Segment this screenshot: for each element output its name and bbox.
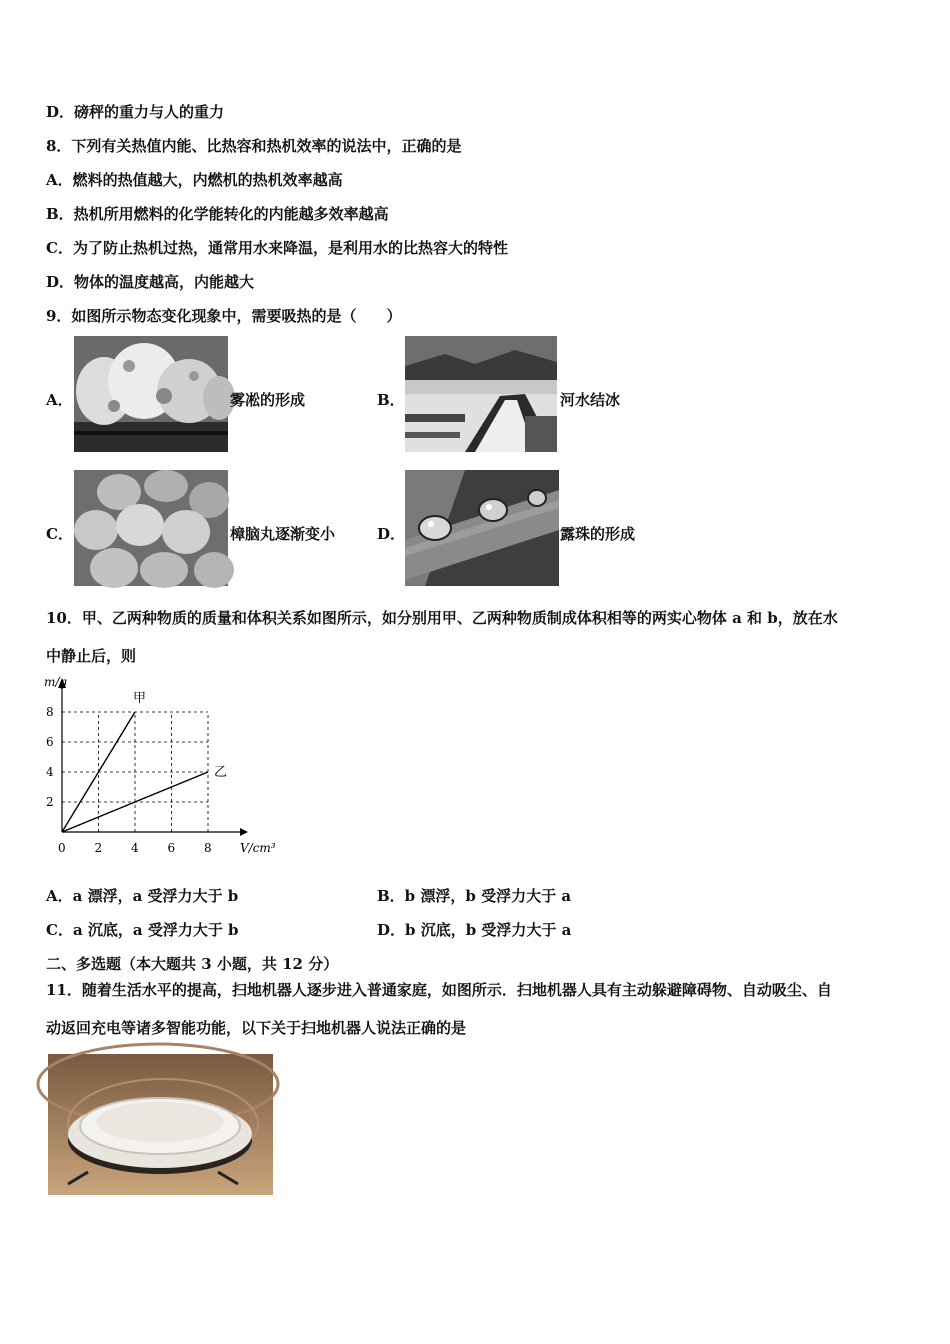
section-2-heading: 二、多选题（本大题共 3 小题，共 12 分） bbox=[46, 955, 339, 973]
q9-option-a-letter: A． bbox=[46, 391, 73, 409]
q7-option-d: D．磅秤的重力与人的重力 bbox=[46, 103, 225, 121]
q10-option-d: D．b 沉底，b 受浮力大于 a bbox=[377, 921, 572, 939]
chart-grid bbox=[62, 712, 208, 832]
question-11-line-2: 动返回充电等诸多智能功能，以下关于扫地机器人说法正确的是 bbox=[46, 1019, 467, 1037]
x-tick-label: 6 bbox=[167, 841, 176, 855]
q10-option-b: B．b 漂浮，b 受浮力大于 a bbox=[377, 887, 572, 905]
q10-option-c: C．a 沉底，a 受浮力大于 b bbox=[46, 921, 239, 939]
question-10-line-2: 中静止后，则 bbox=[46, 647, 137, 665]
dew-drop-photo bbox=[405, 470, 559, 586]
q10-option-a: A．a 漂浮，a 受浮力大于 b bbox=[46, 887, 239, 905]
question-9: 9．如图所示物态变化现象中，需要吸热的是（ ） bbox=[46, 307, 402, 325]
y-tick-label: 4 bbox=[46, 765, 54, 779]
river-ice-photo bbox=[405, 336, 557, 452]
rime-photo bbox=[74, 336, 228, 452]
y-tick-label: 6 bbox=[46, 735, 54, 749]
x-axis-arrow bbox=[240, 828, 248, 836]
mass-volume-chart bbox=[40, 672, 276, 862]
q9-option-d-letter: D． bbox=[377, 525, 406, 543]
question-11-line-1: 11．随着生活水平的提高，扫地机器人逐步进入普通家庭，如图所示．扫地机器人具有主动躲避障碍物、自动吸尘、自 bbox=[46, 981, 832, 999]
q9-option-c-letter: C． bbox=[46, 525, 73, 543]
x-tick-label: 2 bbox=[94, 841, 103, 855]
mothball-photo bbox=[74, 470, 228, 586]
q9-option-d-caption: 露珠的形成 bbox=[560, 525, 636, 543]
y-tick-label: 8 bbox=[46, 705, 54, 719]
x-tick-label: 8 bbox=[204, 841, 212, 855]
q8-option-a: A．燃料的热值越大，内燃机的热机效率越高 bbox=[46, 171, 343, 189]
q8-option-d: D．物体的温度越高，内能越大 bbox=[46, 273, 255, 291]
series-label-jia: 甲 bbox=[133, 691, 147, 706]
q9-option-c-caption: 樟脑丸逐渐变小 bbox=[230, 525, 336, 543]
robot-vacuum-photo bbox=[48, 1054, 273, 1195]
q9-option-a-caption: 雾凇的形成 bbox=[230, 391, 306, 409]
series-label-yi: 乙 bbox=[214, 765, 228, 780]
q9-option-b-caption: 河水结冰 bbox=[560, 391, 621, 409]
x-tick-label: 4 bbox=[131, 841, 139, 855]
q9-option-b-letter: B． bbox=[377, 391, 405, 409]
y-tick-label: 2 bbox=[46, 795, 54, 809]
y-axis-label: m/g bbox=[44, 675, 68, 689]
q8-option-c: C．为了防止热机过热，通常用水来降温，是利用水的比热容大的特性 bbox=[46, 239, 508, 257]
question-10-line-1: 10．甲、乙两种物质的质量和体积关系如图所示，如分别用甲、乙两种物质制成体积相等的两实心物体 a 和 b，放在水 bbox=[46, 609, 838, 627]
question-8: 8．下列有关热值内能、比热容和热机效率的说法中，正确的是 bbox=[46, 137, 462, 155]
x-tick-label: 0 bbox=[58, 841, 66, 855]
x-axis-label: V/cm³ bbox=[240, 841, 276, 855]
q8-option-b: B．热机所用燃料的化学能转化的内能越多效率越高 bbox=[46, 205, 389, 223]
